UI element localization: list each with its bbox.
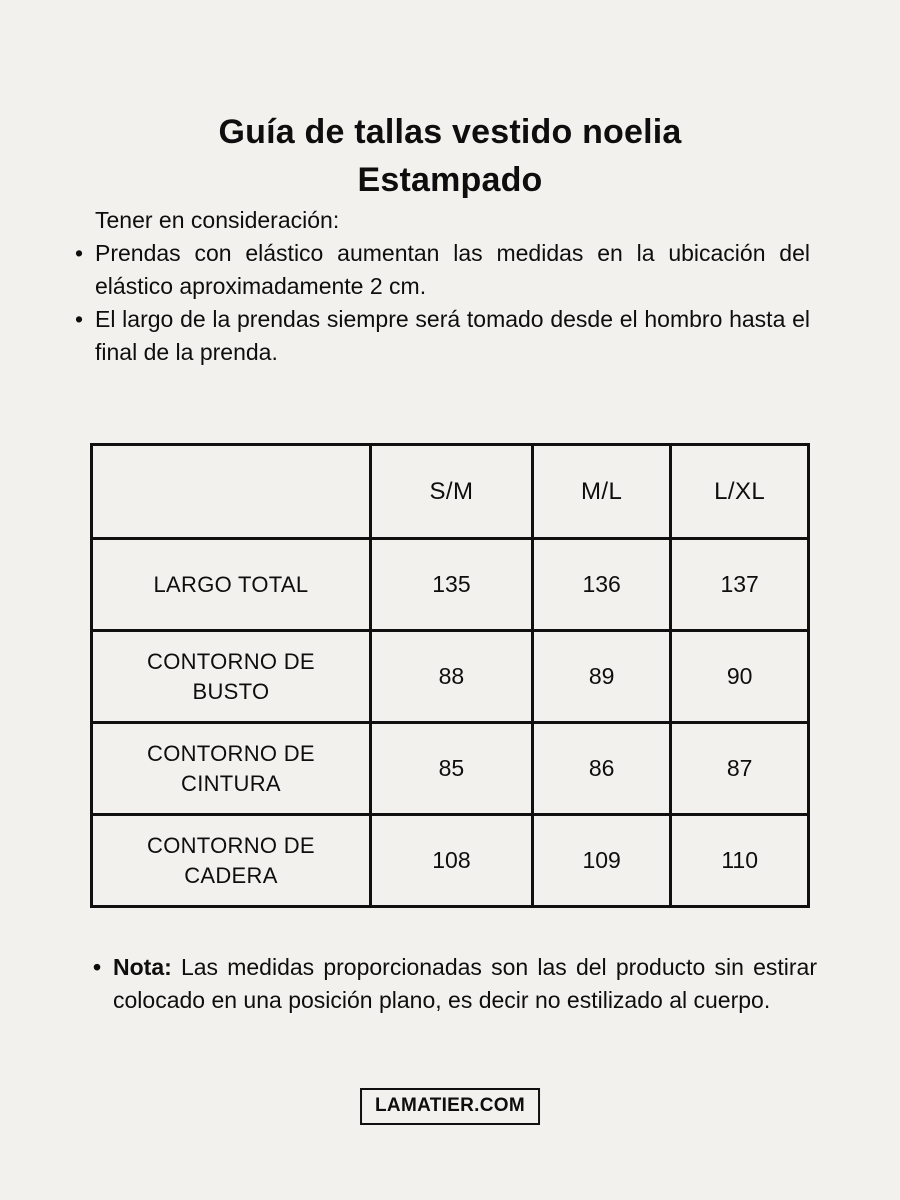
cell-value: 110 <box>671 815 809 907</box>
cell-value: 86 <box>532 723 670 815</box>
column-header-lxl: L/XL <box>671 445 809 539</box>
note-label: Nota: <box>113 954 172 980</box>
cell-value: 90 <box>671 631 809 723</box>
cell-value: 88 <box>370 631 532 723</box>
cell-value: 135 <box>370 539 532 631</box>
table-row-contorno-cintura <box>92 723 809 815</box>
table-row-contorno-cadera <box>92 815 809 907</box>
row-label: CONTORNO DE BUSTO <box>92 631 371 723</box>
page-title-line1: Guía de tallas vestido noelia <box>218 113 682 151</box>
considerations-heading: Tener en consideración: <box>95 207 340 233</box>
column-header-ml: M/L <box>532 445 670 539</box>
cell-value: 89 <box>532 631 670 723</box>
consideration-item: • Prendas con elástico aumentan las medidas en la ubicación del elástico aproximadamente 2 cm. <box>95 237 810 303</box>
brand-badge: LAMATIER.COM <box>360 1088 540 1125</box>
cell-value: 87 <box>671 723 809 815</box>
table-row-contorno-busto <box>92 631 809 723</box>
cell-value: 109 <box>532 815 670 907</box>
cell-value: 137 <box>671 539 809 631</box>
column-header-sm: S/M <box>370 445 532 539</box>
cell-value: 108 <box>370 815 532 907</box>
note-section <box>113 951 817 1017</box>
cell-value: 85 <box>370 723 532 815</box>
considerations-list <box>95 237 810 369</box>
cell-value: 136 <box>532 539 670 631</box>
page-title-line2: Estampado <box>357 161 543 199</box>
table-corner-cell <box>92 445 371 539</box>
considerations-section <box>95 204 810 369</box>
size-table <box>90 443 810 908</box>
row-label: CONTORNO DE CADERA <box>92 815 371 907</box>
row-label: LARGO TOTAL <box>92 539 371 631</box>
note-text: Las medidas proporcionadas son las del producto sin estirar colocado en una posición plano, es decir no estilizado al cuerpo. <box>113 954 817 1013</box>
row-label: CONTORNO DE CINTURA <box>92 723 371 815</box>
page-title <box>0 108 900 204</box>
table-header-row <box>92 445 809 539</box>
table-row-largo-total <box>92 539 809 631</box>
consideration-item: • El largo de la prendas siempre será tomado desde el hombro hasta el final de la prenda. <box>95 303 810 369</box>
